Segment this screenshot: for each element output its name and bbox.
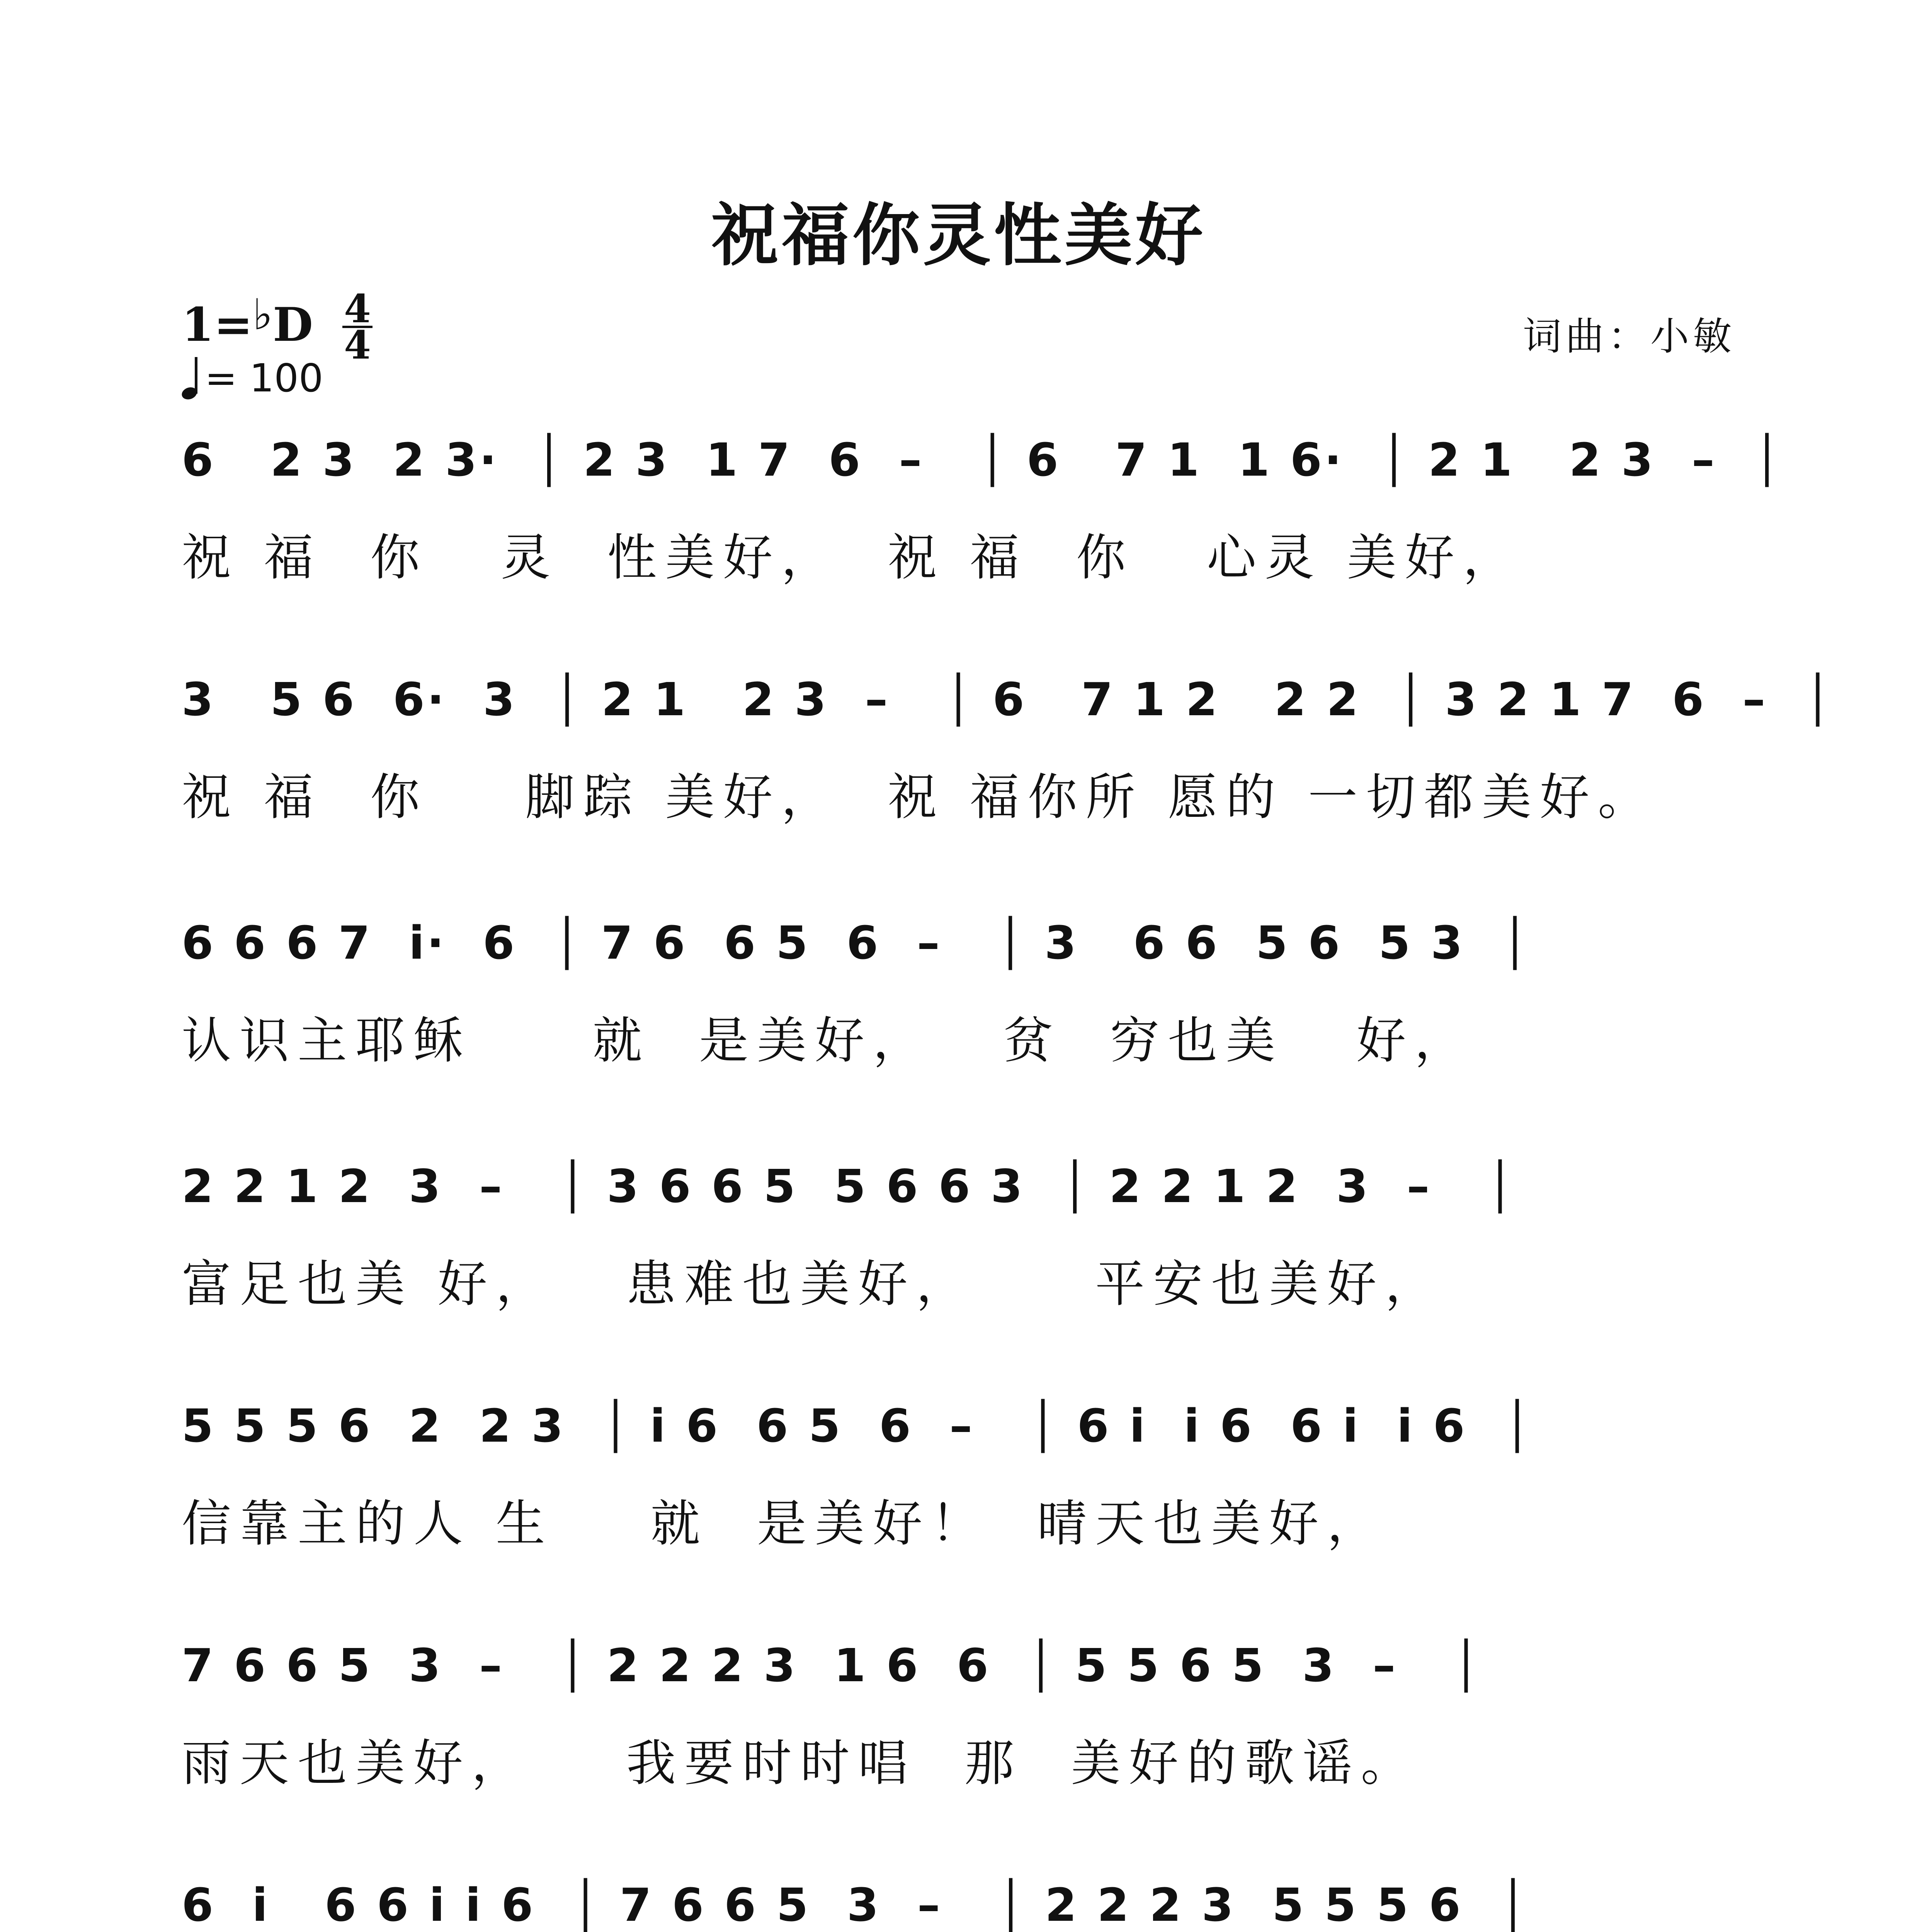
- key-letter: D: [272, 298, 313, 352]
- tempo-value: = 100: [205, 355, 323, 401]
- notation-line: 5 5 5 6 2 2 3 │ i 6 6 5 6 – │ 6 i i 6 6 i i 6 │: [182, 1399, 1533, 1452]
- notation-line: 6 6 6 7 i· 6 │ 7 6 6 5 6 – │ 3 6 6 5 6 5 3 │: [182, 916, 1531, 969]
- time-signature-bottom: 4: [344, 322, 371, 368]
- key-prefix: 1=: [182, 298, 253, 352]
- key-signature: [182, 289, 313, 352]
- time-signature: [340, 286, 375, 368]
- lyrics-line: 信靠主的人 生 就 是美好！ 晴天也美好，: [182, 1495, 1385, 1553]
- song-title: 祝福你灵性美好: [711, 196, 1206, 275]
- notation-line: 2 2 1 2 3 – │ 3 6 6 5 5 6 6 3 │ 2 2 1 2 3 – │: [182, 1160, 1516, 1213]
- system-1: [182, 421, 1783, 638]
- system-6: [182, 1627, 1735, 1843]
- notation-line: 7 6 6 5 3 – │ 2 2 2 3 1 6 6 │ 5 5 6 5 3 – │: [182, 1639, 1482, 1692]
- system-4: [182, 1148, 1735, 1364]
- flat-icon: ♭: [253, 289, 273, 339]
- lyrics-line: 祝 福 你 灵 性美好， 祝 福 你 心灵 美好，: [182, 529, 1521, 587]
- lyrics-line: 认识主耶稣 就 是美好， 贫 穷也美 好，: [182, 1012, 1473, 1070]
- lyrics-line: 富足也美 好， 患难也美好， 平安也美好，: [182, 1255, 1443, 1313]
- quarter-note-icon: [182, 358, 205, 401]
- time-signature-top: 4: [344, 286, 371, 332]
- system-5: [182, 1387, 1735, 1604]
- system-2: [182, 661, 1834, 877]
- system-3: [182, 904, 1735, 1121]
- tempo-marking: [182, 355, 323, 401]
- system-7: [182, 1866, 1735, 1932]
- notation-line: 3 5 6 6· 3 │ 2 1 2 3 – │ 6 7 1 2 2 2 │ 3 2 1 7 6 – │: [182, 673, 1834, 726]
- lyrics-line: 雨天也美好， 我要时时唱 那 美好的歌谣。: [182, 1735, 1419, 1792]
- lyrics-line: 祝 福 你 脚踪 美好， 祝 福你所 愿的 一切都美好。: [182, 769, 1656, 826]
- author-credit: 词曲：小敏: [1523, 314, 1735, 359]
- notation-line: 6 2 3 2 3· │ 2 3 1 7 6 – │ 6 7 1 1 6· │ 2 1 2 3 – │: [182, 433, 1783, 486]
- notation-line: 6 i 6 6 i i 6 │ 7 6 6 5 3 – │ 2 2 2 3 5 5 5 6 │: [182, 1878, 1529, 1932]
